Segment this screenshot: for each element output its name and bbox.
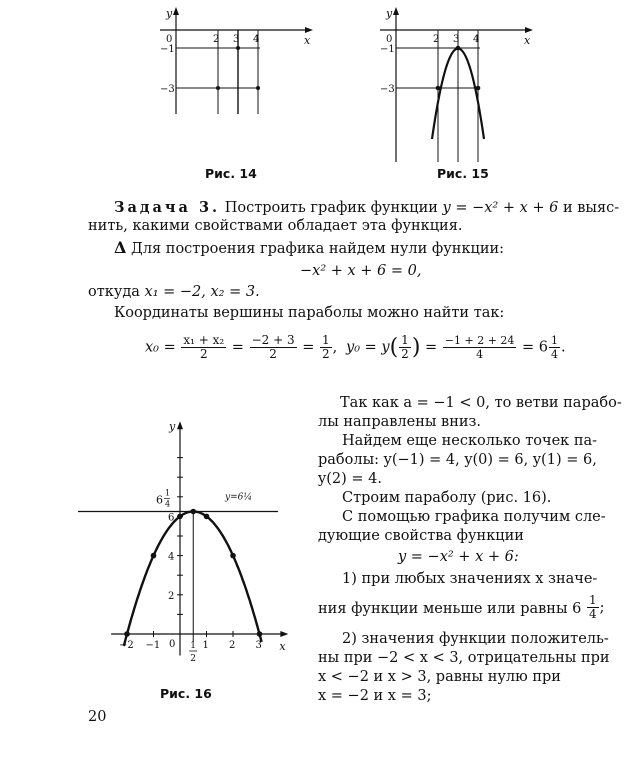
right-col-fraction: $\frac{1}{4}$ ; <box>589 593 605 621</box>
fig16-point <box>124 631 130 637</box>
right-col-line: 2) значения функции положитель- <box>342 631 609 647</box>
fig16-top-num: 1 <box>165 488 171 498</box>
fig15-caption: Рис. 15 <box>437 166 489 181</box>
fig16-tick-y: 4 <box>168 551 175 563</box>
fig14-origin: 0 <box>166 34 173 45</box>
page-number: 20 <box>88 709 107 725</box>
right-col-line: дующие свойства функции <box>318 528 524 544</box>
fig16-point <box>230 553 236 559</box>
figure-14 <box>140 4 320 124</box>
right-col-line: y(2) = 4. <box>318 471 382 487</box>
fig16-tick-y: 2 <box>168 590 175 602</box>
figure-16 <box>80 400 310 680</box>
fig16-line-label: y=6¼ <box>225 492 253 503</box>
fig14-y-label: y <box>166 7 173 20</box>
fig16-top-den: 4 <box>165 499 171 509</box>
fig15-origin: 0 <box>386 34 393 45</box>
fig15-y-label: y <box>386 7 393 20</box>
fig16-point <box>177 514 183 520</box>
right-col-line: Так как a = −1 < 0, то ветви парабо- <box>340 395 622 411</box>
fig16-point <box>151 553 157 559</box>
fig15-tick-x-3: 3 <box>453 34 460 45</box>
fig16-tick-x: −2 <box>119 640 134 651</box>
right-col-line: раболы: y(−1) = 4, y(0) = 6, y(1) = 6, <box>318 452 597 468</box>
fig16-top-whole: 6 <box>156 493 163 507</box>
fig16-tick-x: 2 <box>229 640 236 651</box>
fig16-tick-x: 3 <box>255 640 262 651</box>
fig16-tick-x: −1 <box>145 640 161 651</box>
problem-line-1: Задача 3. Построить график функции y = −x² + x + 6 и выяс- <box>114 199 620 216</box>
right-col-line: ны при −2 < x < 3, отрицательны при <box>318 650 610 666</box>
fig15-tick-y-1: −1 <box>380 44 395 55</box>
right-col-line: лы направлены вниз. <box>318 414 482 430</box>
fig14-tick-y-1: −1 <box>160 44 175 55</box>
fig16-origin: 0 <box>169 639 176 650</box>
fig14-tick-x-4: 4 <box>253 34 260 45</box>
right-col-line: Найдем еще несколько точек па- <box>342 433 598 449</box>
fig15-tick-y-3: −3 <box>380 84 395 95</box>
fig16-half-num: 1 <box>190 641 196 651</box>
vertex-y-formula: y₀ = y( $\frac{1}{2}$ ) = $\frac{-1 + 2 + 24}{4}$ = 6 $\frac{1}{4}$ . <box>346 333 566 361</box>
problem-line-3: Δ Для построения графика найдем нули функции: <box>114 238 505 257</box>
fig16-y-arrow <box>177 421 183 429</box>
problem-function: y = −x² + x + 6 <box>442 200 559 216</box>
fig14-tick-y-3: −3 <box>160 84 175 95</box>
right-col-line: Строим параболу (рис. 16). <box>342 490 552 506</box>
fig16-caption: Рис. 16 <box>160 686 212 701</box>
problem-title: Задача 3. <box>114 199 221 216</box>
right-col-line: ния функции меньше или равны 6 <box>318 601 582 617</box>
right-col-line: 1) при любых значениях x значе- <box>342 571 598 587</box>
fig15-tick-x-2: 2 <box>433 34 440 45</box>
right-col-line: x < −2 и x > 3, равны нулю при <box>318 669 561 685</box>
fig16-tick-y: 6 <box>168 512 175 524</box>
fig16-point <box>190 509 196 515</box>
fig16-x-arrow <box>280 631 288 637</box>
right-col-line: x = −2 и x = 3; <box>318 688 432 704</box>
fig16-y-label: y <box>169 420 176 434</box>
vertex-line: Координаты вершины параболы можно найти так: <box>114 305 505 321</box>
right-col-line: С помощью графика получим сле- <box>342 509 606 525</box>
fig16-x-label: x <box>279 640 286 653</box>
fig16-point <box>257 631 263 637</box>
fig15-x-label: x <box>524 34 531 47</box>
equation: −x² + x + 6 = 0, <box>300 263 422 279</box>
fig14-tick-x-2: 2 <box>213 34 220 45</box>
fig16-tick-x: 1 <box>202 640 209 651</box>
vertex-x-formula: x₀ = $\frac{\text{x₁ + x₂}}{2}$ = $\frac{-2 + 3}{2}$ = $\frac{1}{2}$ , <box>145 333 338 361</box>
solution-triangle-icon: Δ <box>114 238 127 257</box>
fig16-point <box>204 514 210 520</box>
roots: x₁ = −2, x₂ = 3. <box>144 284 260 300</box>
figure-15 <box>360 4 540 174</box>
fig14-tick-x-3: 3 <box>233 34 240 45</box>
fig16-parabola <box>124 512 262 647</box>
right-col-line: y = −x² + x + 6: <box>398 549 519 565</box>
fig14-x-label: x <box>304 34 311 47</box>
roots-line: откуда x₁ = −2, x₂ = 3. <box>88 284 260 300</box>
fig14-caption: Рис. 14 <box>205 166 257 181</box>
problem-line-2: нить, какими свойствами обладает эта функция. <box>88 218 463 234</box>
fig16-half-den: 2 <box>190 654 196 664</box>
fig15-tick-x-4: 4 <box>473 34 480 45</box>
